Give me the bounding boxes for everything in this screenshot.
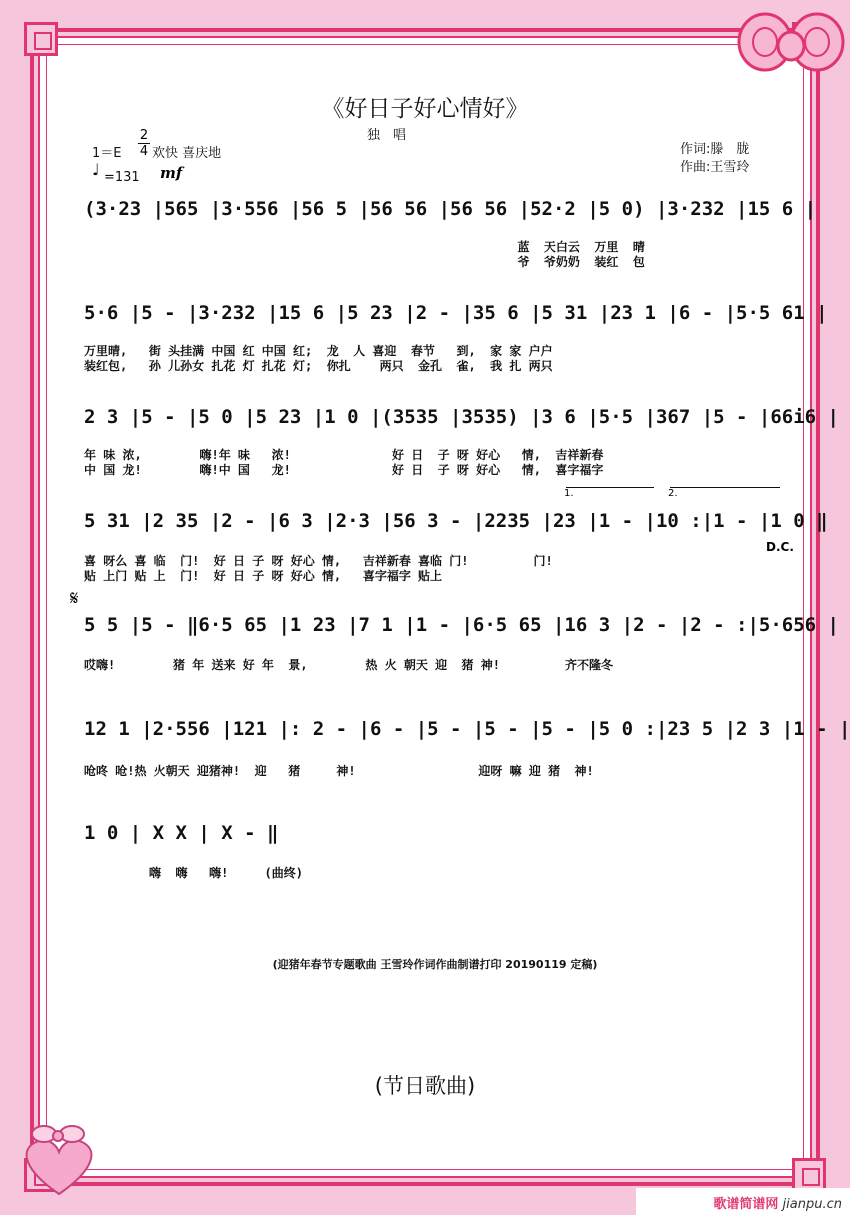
- watermark-url: jianpu.cn: [782, 1197, 842, 1212]
- lyric-line: 万里晴, 街 头挂满 中国 红 中国 红; 龙 人 喜迎 春节 到, 家 家 户户: [84, 344, 553, 358]
- time-signature-top: 2: [139, 128, 149, 143]
- frame-corner-ornament: [792, 1158, 826, 1192]
- lyric-line: 嗨 嗨 嗨! (曲终): [84, 866, 303, 880]
- frame-corner-ornament: [24, 22, 58, 56]
- volta-line-2: [670, 487, 780, 488]
- da-capo-mark: D.C.: [766, 540, 794, 554]
- lyric-line: 年 味 浓, 嗨!年 味 浓! 好 日 子 呀 好心 情, 吉祥新春: [84, 448, 604, 462]
- bow-icon: [735, 2, 847, 94]
- composer: 作曲:王雪玲: [680, 160, 750, 175]
- lyric-line: 爷 爷奶奶 装红 包: [84, 255, 645, 269]
- lyric-line: 贴 上门 贴 上 门! 好 日 子 呀 好心 情, 喜字福字 贴上: [84, 569, 443, 583]
- volta-line-1: [566, 487, 654, 488]
- tempo-description: 欢快 喜庆地: [152, 146, 222, 161]
- dynamic-marking: mf: [160, 164, 183, 182]
- notation-line: 5·6 |5 - |3·232 |15 6 |5 23 |2 - |35 6 |5 31 |23 1 |6 - |5·5 61 |: [84, 302, 828, 324]
- heart-bow-icon: [14, 1120, 104, 1200]
- notation-line: 2 3 |5 - |5 0 |5 23 |1 0 |(3535 |3535) |3 6 |5·5 |367 |5 - |66i6 |: [84, 406, 839, 428]
- lyric-line: 哎嗨! 猪 年 送来 好 年 景, 热 火 朝天 迎 猪 神! 齐不隆冬: [84, 658, 613, 672]
- notation-line: 1 0 | X X | X - ‖: [84, 822, 279, 844]
- segno-icon: 𝄋: [70, 586, 79, 610]
- genre-label: (节日歌曲): [374, 1074, 476, 1098]
- volta-bracket-2: 2.: [668, 488, 678, 499]
- footer-note: (迎猪年春节专题歌曲 王雪玲作词作曲制谱打印 20190119 定稿): [272, 958, 598, 971]
- quarter-note-icon: ♩: [92, 160, 100, 179]
- notation-line: 5 5 |5 - ‖6·5 65 |1 23 |7 1 |1 - |6·5 65 |16 3 |2 - |2 - :|5·656 |: [84, 614, 839, 636]
- lyric-line: 中 国 龙! 嗨!中 国 龙! 好 日 子 呀 好心 情, 喜字福字: [84, 463, 604, 477]
- notation-line: 12 1 |2·556 |121 |: 2 - |6 - |5 - |5 - |5 - |5 0 :|23 5 |2 3 |1 - |: [84, 718, 850, 740]
- notation-line: (3·23 |565 |3·556 |56 5 |56 56 |56 56 |52·2 |5 0) |3·232 |15 6 |: [84, 198, 817, 220]
- key-signature: 1＝E: [92, 146, 122, 161]
- time-signature-bottom: 4: [139, 144, 149, 159]
- notation-line: 5 31 |2 35 |2 - |6 3 |2·3 |56 3 - |2235 |23 |1 - |10 :|1 - |1 0 ‖: [84, 510, 828, 532]
- tempo-value: =131: [104, 170, 140, 185]
- lyricist: 作词:滕 胧: [680, 142, 750, 157]
- volta-bracket-1: 1.: [564, 488, 574, 499]
- performance-type: 独 唱: [367, 128, 407, 143]
- song-title: 《好日子好心情好》: [321, 96, 529, 122]
- lyric-line: 蓝 天白云 万里 晴: [84, 240, 645, 254]
- lyric-line: 呛咚 呛!热 火朝天 迎猪神! 迎 猪 神! 迎呀 嘛 迎 猪 神!: [84, 764, 594, 778]
- lyric-line: 喜 呀么 喜 临 门! 好 日 子 呀 好心 情, 吉祥新春 喜临 门! 门!: [84, 554, 553, 568]
- time-signature: [138, 128, 150, 159]
- watermark-site-name: 歌谱简谱网: [713, 1197, 779, 1212]
- lyric-line: 装红包, 孙 儿孙女 扎花 灯 扎花 灯; 你扎 两只 金孔 雀, 我 扎 两只: [84, 359, 553, 373]
- watermark: [636, 1188, 850, 1215]
